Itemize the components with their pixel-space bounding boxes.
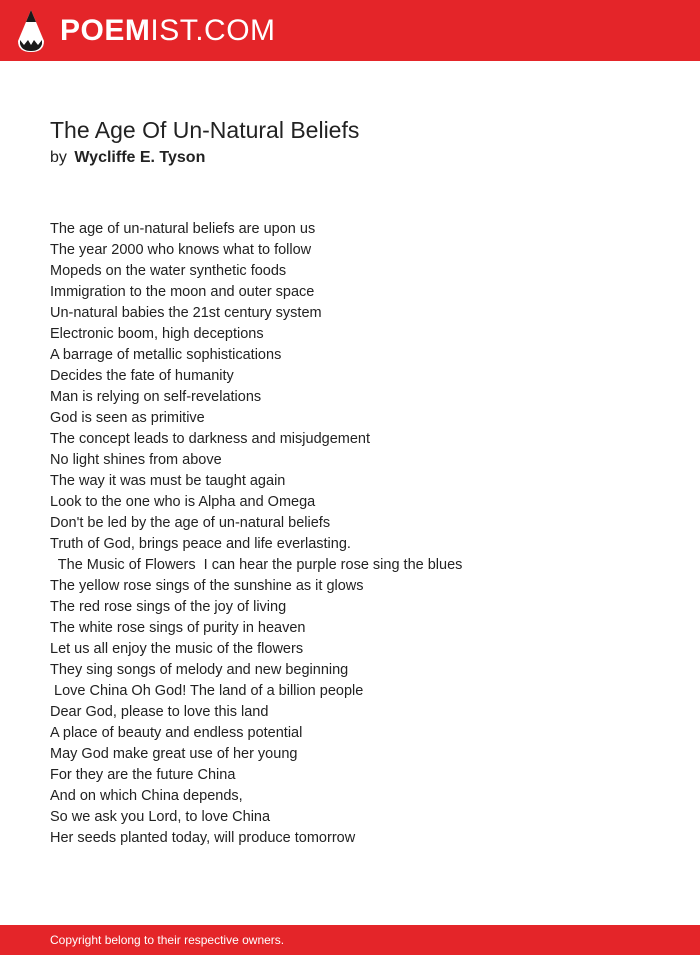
poem-line: May God make great use of her young [50, 746, 298, 762]
footer-bar [0, 925, 700, 955]
site-logo[interactable] [16, 8, 276, 54]
poem-line: Immigration to the moon and outer space [50, 284, 315, 300]
poem-line: They sing songs of melody and new beginning [50, 662, 349, 678]
logo-wordmark [60, 16, 276, 46]
poem-line: Don't be led by the age of un-natural beliefs [50, 515, 331, 531]
poem-line: The way it was must be taught again [50, 473, 286, 489]
poem-line: God is seen as primitive [50, 410, 205, 426]
poem-line: The yellow rose sings of the sunshine as it glows [50, 578, 364, 594]
logo-text-light: IST.COM [150, 14, 276, 47]
poem-line: Electronic boom, high deceptions [50, 326, 264, 342]
poem-title: The Age Of Un-Natural Beliefs [50, 117, 360, 143]
poem-line: Un-natural babies the 21st century system [50, 305, 322, 321]
poem-line: And on which China depends, [50, 788, 243, 804]
poem-body [50, 219, 670, 849]
poem-line: The white rose sings of purity in heaven [50, 620, 306, 636]
poem-line: Love China Oh God! The land of a billion people [50, 683, 364, 699]
poem-line: Let us all enjoy the music of the flowers [50, 641, 304, 657]
poem-line: The age of un-natural beliefs are upon us [50, 221, 316, 237]
poem-line: A barrage of metallic sophistications [50, 347, 282, 363]
poem-line: So we ask you Lord, to love China [50, 809, 271, 825]
poem-line: The concept leads to darkness and misjudgement [50, 431, 370, 447]
poem-line: The year 2000 who knows what to follow [50, 242, 312, 258]
poem-line: Truth of God, brings peace and life everlasting. [50, 536, 351, 552]
header-bar [0, 0, 700, 61]
poem-line: Dear God, please to love this land [50, 704, 269, 720]
poem-line: The red rose sings of the joy of living [50, 599, 287, 615]
byline [50, 149, 205, 167]
poem-line: Her seeds planted today, will produce tomorrow [50, 830, 356, 846]
poem-line: No light shines from above [50, 452, 222, 468]
poem-line: Man is relying on self-revelations [50, 389, 262, 405]
poem-line: Look to the one who is Alpha and Omega [50, 494, 316, 510]
pencil-logo-icon [16, 9, 46, 53]
author-name[interactable]: Wycliffe E. Tyson [74, 149, 206, 166]
poem-line: The Music of Flowers I can hear the purple rose sing the blues [50, 557, 463, 573]
poem-line: For they are the future China [50, 767, 236, 783]
copyright-notice: Copyright belong to their respective owners. [50, 933, 285, 947]
poem-line: Mopeds on the water synthetic foods [50, 263, 287, 279]
poem-line: A place of beauty and endless potential [50, 725, 303, 741]
logo-text-bold: POEM [60, 14, 151, 47]
by-label: by [50, 149, 67, 166]
poem-line: Decides the fate of humanity [50, 368, 234, 384]
